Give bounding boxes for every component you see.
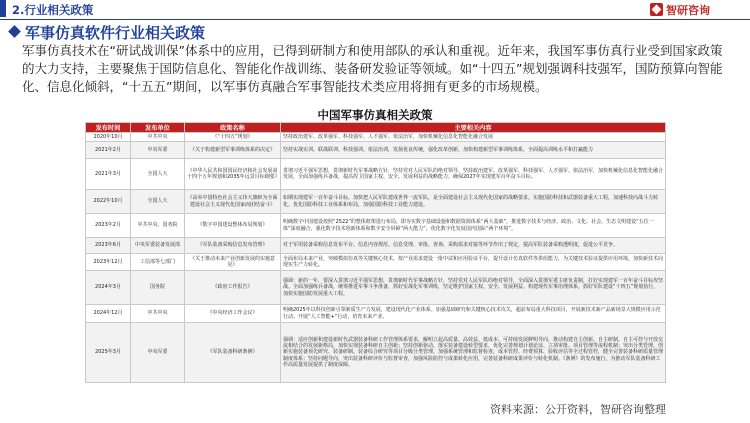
cell-content: 对于军用装备采购信息发布平台、信息内容规范、信息受理、审批、查询、采购需求对接等环节作出了规定，提高军队装备采购透明度，促进公平竞争。 xyxy=(281,238,666,254)
top-header xyxy=(0,0,750,21)
table-row xyxy=(86,254,666,271)
header-name: 政策名称 xyxy=(185,123,281,133)
cell-name: 《高举中国特色社会主义伟大旗帜为全面建设社会主义现代化国家而团结奋斗》 xyxy=(185,190,281,214)
table-row xyxy=(86,305,666,323)
cell-name: 《军队装备科研条例》 xyxy=(185,323,281,383)
cell-content: 贯彻习近平强军思想，贯彻新时代军事战略方针，坚持党对人民军队的绝对领导，坚持政治建军、改革强军、科技强军、人才强军、依法治军，加快机械化信息化智能化融合发展，全面加强练兵备战，提高捍卫国家主权、安全、发展利益的战略能力，确保2027年实现建军百年奋斗目标。 xyxy=(281,159,666,190)
cell-date: 2024年12月 xyxy=(86,305,131,323)
cell-org: 中央军委 xyxy=(131,142,185,159)
diamond-bullet-icon xyxy=(8,25,21,38)
cell-org: 中共中央 xyxy=(131,133,185,142)
cell-date: 2020年10月 xyxy=(86,133,131,142)
cell-content: 坚持政治建军、改革强军、科技强军、人才强军、依法治军，加快机械化信息化智能化融合发展 xyxy=(281,133,666,142)
cell-name: 《“十四五”规划》 xyxy=(185,133,281,142)
cell-date: 2023年2月 xyxy=(86,214,131,238)
brand-name: 智研咨询 xyxy=(666,4,710,17)
cell-date: 2023年12月 xyxy=(86,254,131,271)
page-title: 军事仿真软件行业相关政策 xyxy=(25,24,206,42)
cell-name: 《中华人民共和国国民经济和社会发展第十四个五年规划和2035年远景目标纲要》 xyxy=(185,159,281,190)
cell-org: 国务院 xyxy=(131,271,185,305)
section-title: 2.行业相关政策 xyxy=(12,3,94,17)
cell-name: 《关于推动未来产业创新发展的实施意见》 xyxy=(185,254,281,271)
header-content: 主要相关内容 xyxy=(281,123,666,133)
table-row xyxy=(86,142,666,159)
header-date: 发布时间 xyxy=(86,123,131,133)
table-row xyxy=(86,133,666,142)
table-row xyxy=(86,159,666,190)
cell-org: 中央军委 xyxy=(131,323,185,383)
source-note: 资料来源：公开资料，智研咨询整理 xyxy=(490,403,666,416)
table-row xyxy=(86,238,666,254)
table-row xyxy=(86,214,666,238)
cell-org: 工信部等七部门 xyxy=(131,254,185,271)
table-row xyxy=(86,271,666,305)
cell-org: 中央军委装备发展部 xyxy=(131,238,185,254)
brand-logo xyxy=(650,2,746,17)
cell-name: 《政府工作报告》 xyxy=(185,271,281,305)
cell-org: 全国人大 xyxy=(131,159,185,190)
cell-date: 2021年3月 xyxy=(86,159,131,190)
cell-date: 2023年6月 xyxy=(86,238,131,254)
cell-date: 2021年2月 xyxy=(86,142,131,159)
table-title: 中国军事仿真相关政策 xyxy=(317,108,433,122)
cell-content: 明确数字中国建设按照“2522”的整体框架进行布局，即夯实数字基础设施和数据资源体系“两大基础”，推进数字技术与经济、政治、文化、社会、生态文明建设“五位一体”深度融合，强化数字技术创新体系和数字安全屏障“两大能力”，优化数字化发展国内国际“两个环境”。 xyxy=(281,214,666,238)
cell-org: 中共中央、国务院 xyxy=(131,214,185,238)
cell-name: 《军队装备采购信息发布管理》 xyxy=(185,238,281,254)
header-accent-bar xyxy=(0,0,6,17)
policy-table xyxy=(85,122,666,383)
cell-date: 2025年3月 xyxy=(86,323,131,383)
intro-paragraph: 军事仿真技术在“研试战训保”体系中的应用，已得到研制方和使用部队的承认和重视。近年来，我国军事仿真行业受到国家政策的大力支持，主要聚焦于国防信息化、智能化作战训练、装备研发验证等领域。如“十四五”规划强调科技强军，国防预算向智能化、信息化倾斜，“十五五”期间，以军事仿真融合军事智能技术类应用将拥有更多的市场规模。 xyxy=(22,43,723,94)
cell-content: 如期实现建军一百年奋斗目标，加快把人民军队建成世界一流军队，是全面建设社会主义现代化国家的战略要求。实施国防科技和武器装备重大工程，加速科技向战斗力转化。优化国防科技工业体系和布局，加强国防科技工业能力建设。 xyxy=(281,190,666,214)
table-row xyxy=(86,323,666,383)
cell-org: 中共中央 xyxy=(131,305,185,323)
cell-content: 明确2025年以科技创新引领新质生产力发展，建设现代化产业体系。加强基础研究和关键核心技术攻关，超前布局重大科技项目，开展新技术新产品新场景大规模应用示范行动。开展“人工智能+”行动，培育未来产业。 xyxy=(281,305,666,323)
cell-date: 2024年3月 xyxy=(86,271,131,305)
cell-date: 2022年10月 xyxy=(86,190,131,214)
header-org: 发布单位 xyxy=(131,123,185,133)
cell-name: 《数字中国建设整体布局规划》 xyxy=(185,214,281,238)
cell-org: 全国人大 xyxy=(131,190,185,214)
table-row xyxy=(86,190,666,214)
table-header-row xyxy=(86,123,666,133)
brand-logo-icon xyxy=(650,3,663,16)
cell-content: 全面布局未来产业，突破模拟仿真等关键核心技术，按产业需求建设一批中试和应用验证平台，提升设计仿真软件等供给能力，为关键技术验证提供应用环境，加快新技术向现实生产力转化。 xyxy=(281,254,666,271)
cell-content: 坚持实战实训、联战联训、科技强训、依法治训，发扬优良传统，强化改革创新，加快构建新型军事训练体系，全面提高训练水平和打赢能力 xyxy=(281,142,666,159)
cell-name: 《关于构建新型军事训练体系的决定》 xyxy=(185,142,281,159)
cell-content: 强调：新的一年，要深入贯彻习近平强军思想，贯彻新时代军事战略方针，坚持党对人民军队的绝对领导，全面深入贯彻军委主席负责制，打好实现建军一百年奋斗目标攻坚战。全面加强练兵备战，统筹推进军事斗争准备，抓好实战化军事训练，坚定维护国家主权、安全、发展利益。构建现代军事治理体系，抓好军队建设“十四五”规划执行，加快实施国防发展重大工程。 xyxy=(281,271,666,305)
cell-content: 强调：适应创新和建设新时代武器装备科研工作管理体系要求，解明立起高质量、高效益、低成本、可持续发展鲜明导向，推动构建自主创新、自主研制、自主可控与开放交流相结合的发展新格局，加快实现装备科研自主创新；坚持创新驱动，落实装备建设转型要求，优化完善规划计划论证、立项审批、项目管理等流程机制；突出分类管理，创新实施装备预先研究、装备研制、装备综合研究等项目分级分类管理，加强系统管理和监督检查，成本管控、经费预算、验收评估等全过程管控，健全完善装备科研质量管理制度体系；坚持问题导向，突出装备科研评价与监督审查，加强风险防控与成果转化应用，完善装备科研成果评价与转化机制。《条例》的发布施行，为推动军队装备科研工作高质量发展提供了制度保障。 xyxy=(281,323,666,383)
cell-name: 《中央经济工作会议》 xyxy=(185,305,281,323)
header-divider xyxy=(0,19,750,20)
